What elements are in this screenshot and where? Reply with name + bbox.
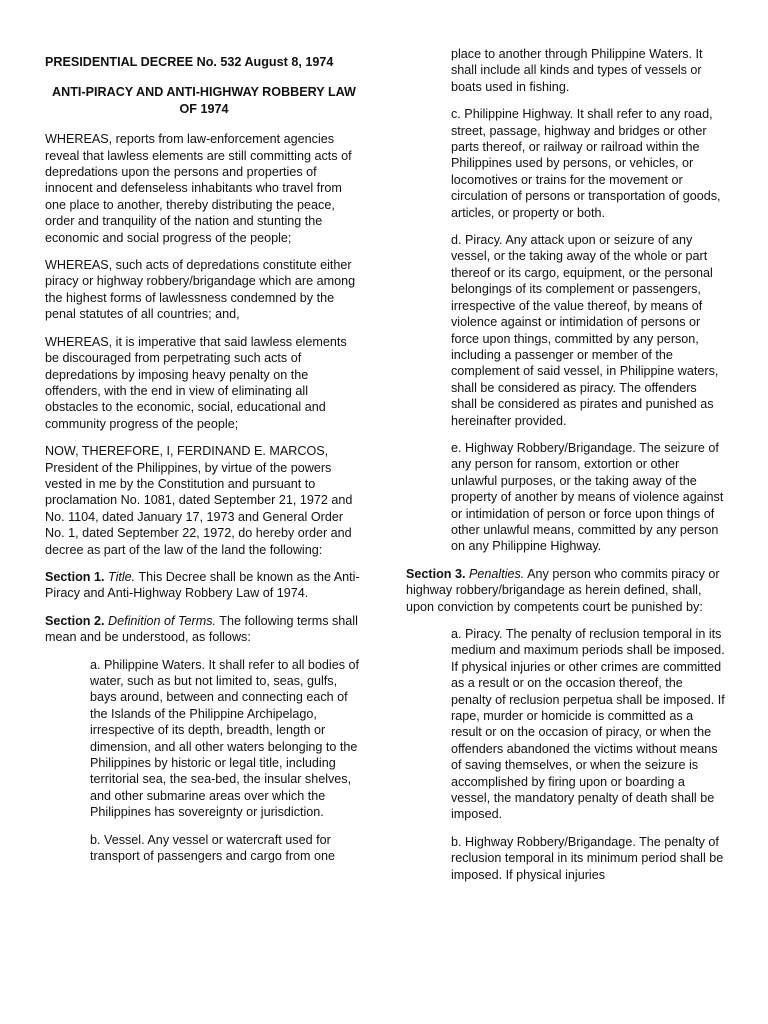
whereas-paragraph-3: WHEREAS, it is imperative that said lawless elements be discouraged from perpetrating such acts of depredations by imposing heavy penalty on the offenders, with the end in view of eliminating all obstacles to the economic, social, educational and community progress of the people; [45, 334, 347, 431]
section-1-label: Section 1. [45, 569, 105, 584]
document-subtitle: ANTI-PIRACY AND ANTI-HIGHWAY ROBBERY LAW OF 1974 [52, 85, 356, 116]
section-2-item-d: d. Piracy. Any attack upon or seizure of any vessel, or the taking away of the whole or part thereof or its cargo, equipment, or the personal belongings of its complement or passengers, irrespective of the value thereof, by means of violence against or intimidation of persons or force upon things, committed by any person, including a passenger or member of the complement of said vessel, in Philippine waters, shall be considered as piracy. The offenders shall be considered as pirates and punished as hereinafter provided. [451, 233, 719, 428]
whereas-paragraph-1: WHEREAS, reports from law-enforcement agencies reveal that lawless elements are still committing acts of depredations upon the persons and properties of innocent and defenseless inhabitants who travel from one place to another, thereby distributing the peace, order and tranquility of the nation and stunting the economic and social progress of the people; [45, 132, 352, 245]
section-2-heading: Definition of Terms. [108, 613, 217, 628]
right-column [406, 46, 726, 894]
left-column [45, 54, 363, 875]
section-3-item-a: a. Piracy. The penalty of reclusion temporal in its medium and maximum periods shall be imposed. If physical injuries or other crimes are committed as a result or on the occasion thereof, the penalty of reclusion perpetua shall be imposed. If rape, murder or homicide is committed as a result or on the occasion of piracy, or when the offenders abandoned the victims without means of saving themselves, or when the seizure is accomplished by firing upon or boarding a vessel, the mandatory penalty of death shall be imposed. [451, 627, 725, 822]
section-2-text: The following terms shall mean and be understood, as follows: [45, 613, 358, 645]
section-2-item-b-start: b. Vessel. Any vessel or watercraft used for transport of passengers and cargo from one [90, 832, 336, 864]
section-2-item-b-continued: place to another through Philippine Waters. It shall include all kinds and types of vessels or boats used in fishing. [451, 47, 703, 94]
section-3-item-b: b. Highway Robbery/Brigandage. The penalty of reclusion temporal in its minimum period shall be imposed. If physical injuries [451, 834, 724, 882]
section-3-text: Any person who commits piracy or highway robbery/brigandage as herein defined, shall, upon conviction by competents court be punished by: [406, 566, 720, 614]
section-2-item-a: a. Philippine Waters. It shall refer to all bodies of water, such as but not limited to, seas, gulfs, bays around, between and connecting each of the Islands of the Philippine Archipelago, irrespective of its depth, breadth, length or dimension, and all other waters belonging to the Philippines by historic or legal title, including territorial sea, the sea-bed, the insular shelves, and other submarine areas over which the Philippines has sovereignty or jurisdiction. [90, 657, 360, 820]
section-2-item-c: c. Philippine Highway. It shall refer to any road, street, passage, highway and bridges or other parts thereof, or railway or railroad within the Philippines used by persons, or vehicles, or locomotives or trains for the movement or circulation of persons or transportation of goods, articles, or property or both. [451, 107, 721, 220]
section-2-item-e: e. Highway Robbery/Brigandage. The seizure of any person for ransom, extortion or other unlawful purposes, or the taking away of the property of another by means of violence against or intimidation of person or force upon things of other unlawful means, committed by any person on any Philippine Highway. [451, 440, 724, 554]
document-title: PRESIDENTIAL DECREE No. 532 August 8, 1974 [45, 55, 334, 69]
section-2 [45, 613, 363, 646]
now-therefore-paragraph: NOW, THEREFORE, I, FERDINAND E. MARCOS, President of the Philippines, by virtue of the powers vested in me by the Constitution and pursuant to proclamation No. 1081, dated September 21, 1972 and No. 1104, dated January 17, 1973 and General Order No. 1, dated September 22, 1972, do hereby order and decree as part of the law of the land the following: [45, 444, 353, 557]
section-1-heading: Title. [108, 569, 136, 584]
section-3-heading: Penalties. [469, 566, 525, 581]
section-1 [45, 569, 363, 602]
whereas-paragraph-2: WHEREAS, such acts of depredations constitute either piracy or highway robbery/brigandage which are among the highest forms of lawlessness condemned by the penal statutes of all countries; and, [45, 258, 356, 322]
section-2-label: Section 2. [45, 613, 105, 628]
section-1-text: This Decree shall be known as the Anti-Piracy and Anti-Highway Robbery Law of 1974. [45, 569, 360, 601]
section-3-label: Section 3. [406, 566, 466, 581]
section-3 [406, 566, 726, 615]
